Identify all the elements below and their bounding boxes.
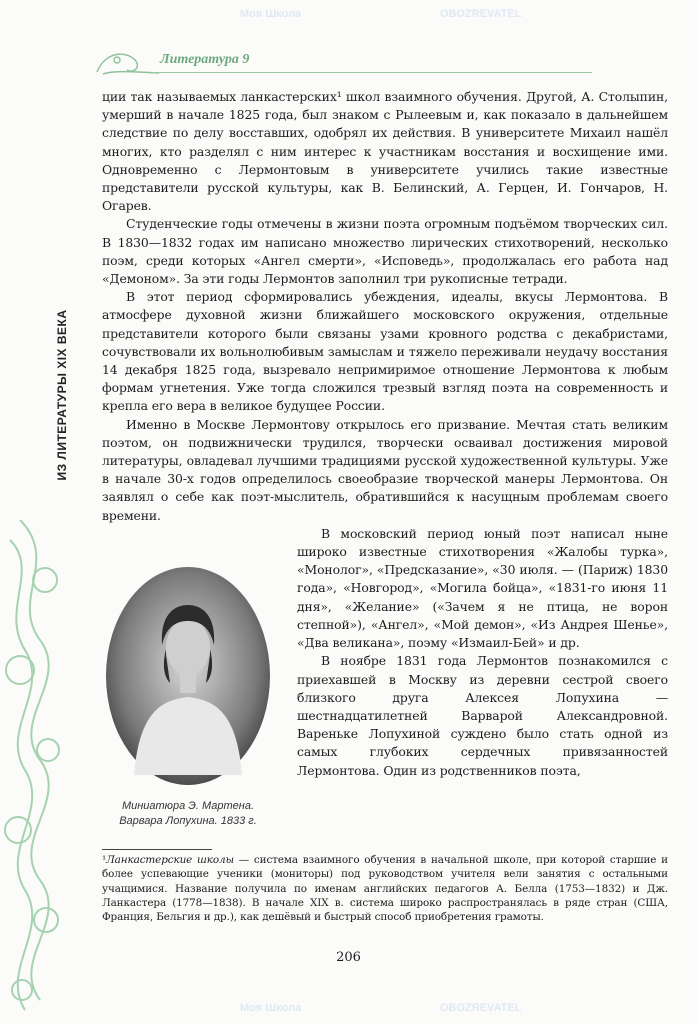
portrait-caption	[100, 799, 276, 829]
footnote-marker: ¹	[102, 854, 107, 866]
paragraph: Студенческие годы отмечены в жизни поэта огромным подъёмом творческих сил. В 1830—1832 годах им написано множество лирических стихотворений, несколько поэм, среди которых «Ангел смерти», «Исповедь», продолжалась его работа над «Демоном». За эти годы Лермонтов заполнил три рукописные тетради.	[102, 216, 668, 287]
portrait-image	[104, 565, 272, 787]
book-title: Литература 9	[160, 52, 250, 67]
paragraph: В этот период сформировались убеждения, идеалы, вкусы Лермонтова. В атмосфере духовной жизни ближайшего московского окружения, отдельные представители которого были связаны узами кровного родства с декабристами, сочувствовали их вольнолюбивым замыслам и тяжело переживали неудачу восстания 14 декабря 1825 года, вызревало непримиримое отношение Лермонтова к любым формам угнетения. Уже тогда сложился трезвый взгляд поэта на современность и крепла его вера в великое будущее России.	[102, 289, 668, 414]
paragraph: Именно в Москве Лермонтову открылось его призвание. Мечтая стать великим поэтом, он подвижнически трудился, творчески осваивал достижения мировой литературы, овладевал лучшими традициями русской художественной культуры. Уже в начале 30-х годов определилось своеобразие творческой манеры Лермонтова. Он заявлял о себе как поэт-мыслитель, обратившийся к насущным проблемам своего времени.	[102, 416, 668, 523]
footnote-rule	[102, 849, 212, 850]
caption-line: Варвара Лопухина. 1833 г.	[119, 815, 257, 827]
header-rule	[152, 72, 592, 73]
watermark: Моя Школа	[240, 1002, 302, 1014]
watermark: OBOZREVATEL	[440, 8, 522, 20]
watermark: Моя Школа	[240, 8, 302, 20]
footnote-text: — система взаимного обучения в начальной школе, при которой старшие и более успевающие ученики (мониторы) под руководством учителя вели занятия с остальными учащимися. Название получила по именам английских педагогов А. Белла (1753—1832) и Дж. Ланкастера (1778—1838). В начале XIX в. система широко распространялась в ряде стран (США, Франция, Бельгия и др.), как дешёвый и быстрый способ приобретения грамоты.	[102, 854, 669, 924]
paragraph: ции так называемых ланкастерских¹ школ взаимного обучения. Другой, А. Столыпин, умерший в начале 1825 года, был знаком с Рылеевым и, как показало в дальнейшем следствие по делу восставших, одобрял их действия. В университете Михаил нашёл многих, кто разделял с ним интерес к участникам восстания и восхищение ими. Одновременно с Лермонтовым в университете учились такие известные представители русской культуры, как В. Белинский, А. Герцен, И. Гончаров, Н. Огарев.	[102, 89, 668, 214]
section-side-label: ИЗ ЛИТЕРАТУРЫ XIX ВЕКА	[55, 309, 69, 481]
paragraph: В московский период юный поэт написал ныне широко известные стихотворения «Жалобы турка», «Монолог», «Предсказание», «30 июля. — (Париж) 1830 года», «Новгород», «Могила бойца», «1831-го июня 11 дня», «Желание» («Зачем я не птица, не ворон степной»), «Ангел», «Мой демон», «Из Андрея Шенье», «Два великана», поэму «Измаил-Бей» и др.	[297, 525, 668, 651]
footnote	[102, 853, 668, 924]
caption-line: Миниатюра Э. Мартена.	[121, 800, 255, 812]
page-number: 206	[336, 950, 361, 965]
watermark: OBOZREVATEL	[440, 1002, 522, 1014]
page-header	[92, 48, 592, 78]
footnote-term: Ланкастерские школы	[106, 854, 234, 866]
paragraph: В ноябре 1831 года Лермонтов познакомился с приехавшей в Москву из деревни сестрой своего близкого друга Алексея Лопухина — шестнадцатилетней Варварой Александровной. Вареньке Лопухиной суждено было стать одной из самых глубоких сердечных привязанностей Лермонтова. Один из родственников поэта,	[297, 653, 668, 778]
floral-ornament	[0, 520, 90, 1024]
